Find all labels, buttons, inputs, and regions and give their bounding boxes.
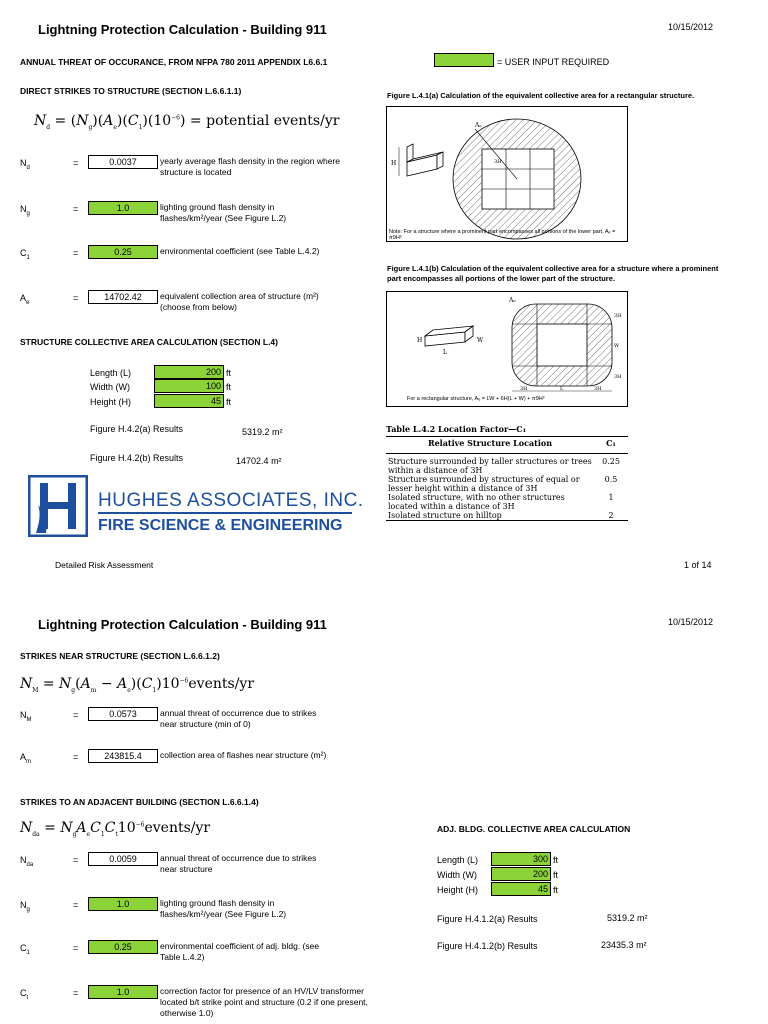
svg-text:L: L [560,386,564,392]
nda-value: 0.0059 [88,852,158,866]
near-strikes-formula: $N_M = N_g(A_m$ − $A_e)(C_1)10^{-6}events/yr$ [20,676,255,694]
figure-b-caption: Figure L.4.1(b) Calculation of the equivalent collective area for a structure where a prominent part encompasses all portions of the lower part of the structure. [387,264,719,283]
ng-adj-input[interactable]: 1.0 [88,897,158,911]
svg-text:H: H [417,337,423,344]
svg-text:W: W [614,343,620,349]
ae-desc: equivalent collection area of structure (m²) (choose from below) [160,291,319,312]
direct-strikes-formula: $N_d = (N_g)(A_e)(C_1)(10^{-6})$ = potential events/yr [34,113,340,131]
nd-value: 0.0037 [88,155,158,169]
ng-input[interactable]: 1.0 [88,201,158,215]
svg-text:Aₑ: Aₑ [509,297,516,304]
figure-a-note: Note: For a structure where a prominent part encompasses all portions of the lower part, Aₑ = π9H² [389,229,616,241]
company-name: HUGHES ASSOCIATES, INC. [98,490,364,511]
footer-left: Detailed Risk Assessment [55,560,154,570]
user-input-legend-text: = USER INPUT REQUIRED [497,57,610,67]
svg-text:3H: 3H [614,374,622,380]
p2-height-input[interactable]: 45 [491,882,551,896]
svg-text:H: H [391,160,397,167]
hughes-logo-icon [28,475,88,537]
am-value: 243815.4 [88,749,158,763]
svg-text:3H: 3H [594,386,602,392]
svg-text:3H: 3H [520,386,528,392]
p1-length-input[interactable]: 200 [154,365,224,379]
user-input-legend-swatch [434,53,494,67]
page-number: 1 of 14 [684,560,712,570]
table-title: Table L.4.2 Location Factor—C₁ [386,424,527,434]
figure-b-diagram [387,292,627,406]
table-header-location: Relative Structure Location [427,438,553,448]
figure-b-note: For a rectangular structure, Aₑ = LW + 6H(L + W) + π9H² [407,396,545,402]
figure-a-diagram [387,107,627,241]
c1-input[interactable]: 0.25 [88,245,158,259]
svg-text:3H: 3H [614,313,622,319]
adjacent-building-header: STRIKES TO AN ADJACENT BUILDING (SECTION L.6.6.1.4) [20,797,259,807]
svg-text:L: L [443,349,447,356]
annual-threat-header: ANNUAL THREAT OF OCCURANCE, FROM NFPA 780 2011 APPENDIX L6.6.1 [20,57,328,67]
adj-calc-header: ADJ. BLDG. COLLECTIVE AREA CALCULATION [437,824,631,834]
nd-desc: yearly average flash density in the region where structure is located [160,156,341,177]
figure-a [386,106,628,242]
c1-desc: environmental coefficient (see Table L.4.2) [160,246,320,256]
page1-title: Lightning Protection Calculation - Building 911 [38,22,327,37]
table-header-c1: C₁ [606,438,616,448]
svg-text:Aₑ: Aₑ [475,122,482,129]
p1-width-input[interactable]: 100 [154,379,224,393]
table-row: Structure surrounded by structures of equal or lesser height within a distance of 3H 0.5 [388,475,618,493]
table-row: Structure surrounded by taller structures or trees within a distance of 3H 0.25 [388,457,620,475]
collective-area-header: STRUCTURE COLLECTIVE AREA CALCULATION (SECTION L.4) [20,337,278,347]
page2-date: 10/15/2012 [668,617,714,627]
p1-height-input[interactable]: 45 [154,394,224,408]
ng-desc: lighting ground flash density in flashes/km²/year (See Figure L.2) [160,202,287,223]
table-top-rule [386,436,628,437]
adjacent-formula: $N_{da}$ = $N_gA_eC_1C_t10^{-6}events/yr$ [20,820,211,838]
p2-width-input[interactable]: 200 [491,867,551,881]
strikes-near-header: STRIKES NEAR STRUCTURE (SECTION L.6.6.1.2) [20,651,220,661]
table-row: Isolated structure on hilltop 2 [386,511,628,521]
building-isometric-small [391,144,443,176]
svg-text:W: W [477,337,484,344]
svg-text:3H: 3H [494,159,502,165]
nm-value: 0.0573 [88,707,158,721]
figure-b [386,291,628,407]
building-isometric-box [417,326,484,356]
c1-adj-input[interactable]: 0.25 [88,940,158,954]
p2-length-input[interactable]: 300 [491,852,551,866]
page1-date: 10/15/2012 [668,22,714,32]
direct-strikes-header: DIRECT STRIKES TO STRUCTURE (SECTION L.6.6.1.1) [20,86,242,96]
ae-value: 14702.42 [88,290,158,304]
page2-title: Lightning Protection Calculation - Building 911 [38,617,327,632]
figure-a-caption: Figure L.4.1(a) Calculation of the equivalent collective area for a rectangular structure. [387,91,695,100]
location-factor-table [386,439,628,521]
ct-input[interactable]: 1.0 [88,985,158,999]
company-tagline: FIRE SCIENCE & ENGINEERING [98,517,343,534]
logo-divider [98,512,352,514]
table-row: Isolated structure, with no other structures located within a distance of 3H 1 [388,493,614,511]
